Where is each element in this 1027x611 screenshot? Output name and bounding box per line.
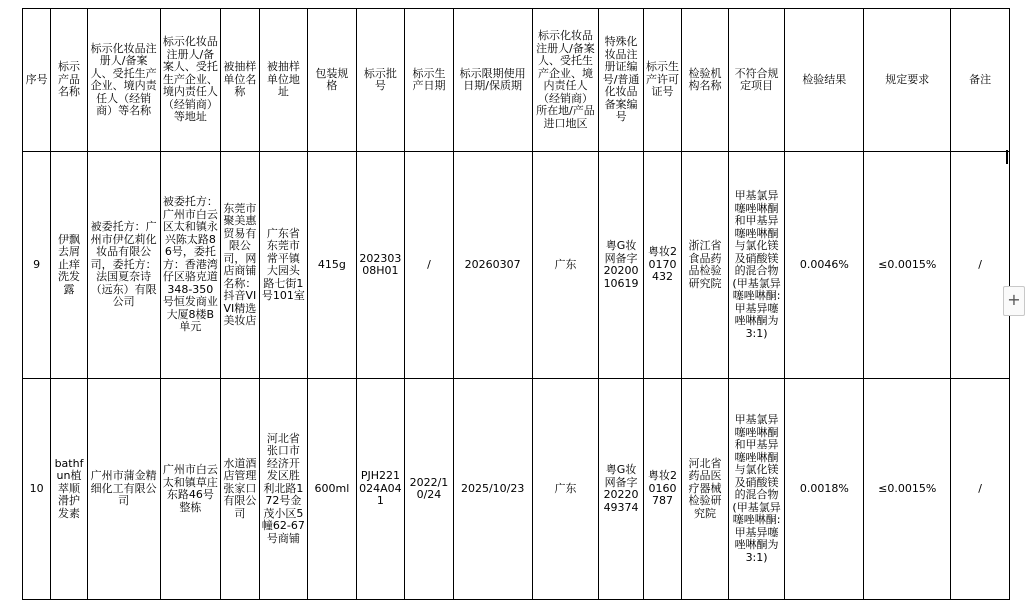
cell-spec: 600ml (308, 379, 357, 600)
header-cell: 规定要求 (864, 9, 951, 152)
cell-seq: 10 (23, 379, 51, 600)
cell-lab: 河北省药品医疗器械检验研究院 (682, 379, 729, 600)
cell-requirement: ≤0.0015% (864, 379, 951, 600)
cell-registration-number: 粤G妆网备字2022049374 (599, 379, 643, 600)
header-cell: 序号 (23, 9, 51, 152)
cell-failed-item: 甲基氯异噻唑啉酮和甲基异噻唑啉酮与氯化镁及硝酸镁的混合物(甲基氯异噻唑啉酮:甲基异噻唑啉酮为3:1) (728, 152, 785, 379)
cell-result: 0.0018% (785, 379, 864, 600)
header-cell: 标示生产日期 (405, 9, 454, 152)
cell-batch: 20230308H01 (356, 152, 405, 379)
header-cell: 标示批号 (356, 9, 405, 152)
cell-company-address: 被委托方：广州市白云区太和镇永兴陈太路86号，委托方：香港湾仔区骆克道348-350号恒发商业大厦8楼B单元 (160, 152, 221, 379)
cell-license: 粤妆20160787 (643, 379, 681, 600)
cell-registration-number: 粤G妆网备字2020010619 (599, 152, 643, 379)
inspection-table (22, 8, 1010, 600)
header-cell: 被抽样单位地址 (259, 9, 308, 152)
cell-license: 粤妆20170432 (643, 152, 681, 379)
cell-batch: PJH221024A041 (356, 379, 405, 600)
cell-sampled-address: 河北省张口市经济开发区胜利北路172号金茂小区5幢62-67号商铺 (259, 379, 308, 600)
cell-region: 广东 (532, 379, 599, 600)
header-cell: 标示生产许可证号 (643, 9, 681, 152)
cell-product: bathfun植萃顺滑护发素 (51, 379, 87, 600)
cell-seq: 9 (23, 152, 51, 379)
table-row (23, 379, 1010, 600)
cell-sampled-unit: 水道酒店管理张家口有限公司 (221, 379, 259, 600)
header-cell: 检验机构名称 (682, 9, 729, 152)
cell-expiry: 20260307 (453, 152, 532, 379)
header-cell: 标示化妆品注册人/备案人、受托生产企业、境内责任人（经销商）所在地/产品进口地区 (532, 9, 599, 152)
header-cell: 标示化妆品注册人/备案人、受托生产企业、境内责任人（经销商）等地址 (160, 9, 221, 152)
header-cell: 标示化妆品注册人/备案人、受托生产企业、境内责任人（经销商）等名称 (87, 9, 160, 152)
cell-spec: 415g (308, 152, 357, 379)
header-cell: 标示产品名称 (51, 9, 87, 152)
cell-failed-item: 甲基氯异噻唑啉酮和甲基异噻唑啉酮与氯化镁及硝酸镁的混合物(甲基氯异噻唑啉酮:甲基异噻唑啉酮为3:1) (728, 379, 785, 600)
header-cell: 标示限期使用日期/保质期 (453, 9, 532, 152)
cell-expiry: 2025/10/23 (453, 379, 532, 600)
cell-remark: / (951, 379, 1010, 600)
header-cell: 不符合规定项目 (728, 9, 785, 152)
expand-plus-button[interactable]: + (1003, 286, 1025, 316)
cell-lab: 浙江省食品药品检验研究院 (682, 152, 729, 379)
cell-company: 广州市蒲金精细化工有限公司 (87, 379, 160, 600)
header-cell: 备注 (951, 9, 1010, 152)
cell-remark: / (951, 152, 1010, 379)
cell-production-date: / (405, 152, 454, 379)
header-cell: 特殊化妆品注册证编号/普通化妆品备案编号 (599, 9, 643, 152)
text-cursor (1006, 150, 1008, 164)
table-header-row (23, 9, 1010, 152)
table-row (23, 152, 1010, 379)
header-cell: 包装规格 (308, 9, 357, 152)
header-cell: 检验结果 (785, 9, 864, 152)
cell-requirement: ≤0.0015% (864, 152, 951, 379)
cell-sampled-address: 广东省东莞市常平镇大园头路七街1号101室 (259, 152, 308, 379)
cell-result: 0.0046% (785, 152, 864, 379)
cell-product: 伊飘去屑止痒洗发露 (51, 152, 87, 379)
cell-company-address: 广州市白云太和镇草庄东路46号整栋 (160, 379, 221, 600)
cell-company: 被委托方：广州市伊亿莉化妆品有限公司，委托方：法国夏奈诗（远东）有限公司 (87, 152, 160, 379)
header-cell: 被抽样单位名称 (221, 9, 259, 152)
cell-production-date: 2022/10/24 (405, 379, 454, 600)
cell-sampled-unit: 东莞市聚美惠贸易有限公司，网店商铺名称：抖音VIVI精选美妆店 (221, 152, 259, 379)
cell-region: 广东 (532, 152, 599, 379)
